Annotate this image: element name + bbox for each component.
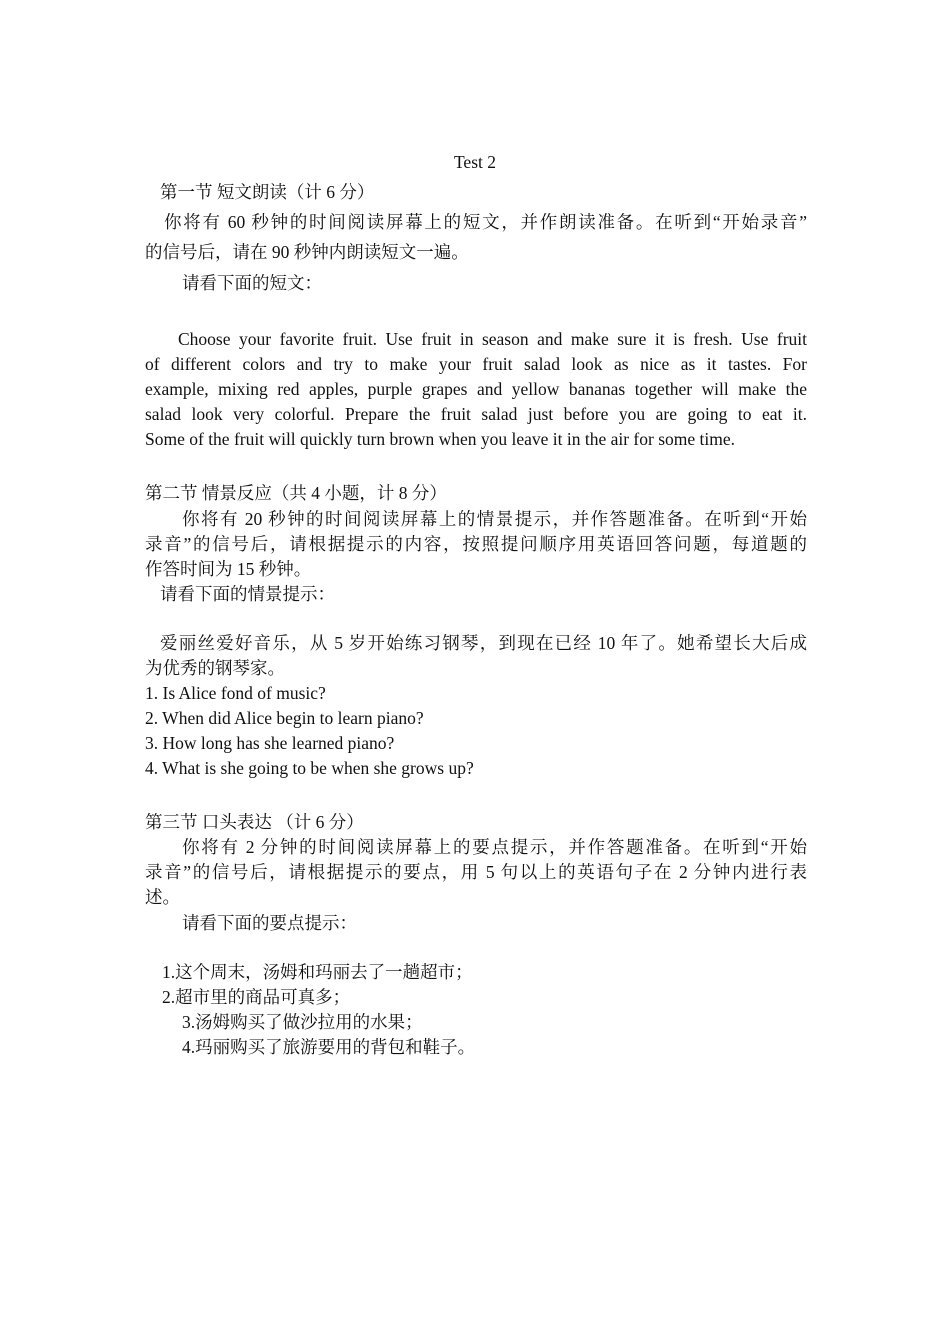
- document-title: Test 2: [453, 152, 497, 172]
- section1-prompt: 请看下面的短文：: [182, 273, 322, 293]
- point-item: 2.超市里的商品可真多；: [162, 987, 351, 1007]
- section3-instruction-line: 述。: [145, 887, 180, 907]
- point-item: 3.汤姆购买了做沙拉用的水果；: [182, 1012, 423, 1032]
- section2-heading: 第二节 情景反应（共 4 小题，计 8 分）: [145, 483, 447, 503]
- scenario-line1: 爱丽丝爱好音乐，从 5 岁开始练习钢琴，到现在已经 10 年了。她希望长大后成: [160, 633, 807, 653]
- point-item: 4.玛丽购买了旅游要用的背包和鞋子。: [182, 1037, 476, 1057]
- passage-line: salad look very colorful. Prepare the fruit salad just before you are going to eat it.: [145, 404, 807, 424]
- section2-prompt: 请看下面的情景提示：: [160, 584, 335, 604]
- question-item: 2. When did Alice begin to learn piano?: [145, 708, 424, 728]
- scenario-line2: 为优秀的钢琴家。: [145, 658, 285, 678]
- section2-instruction-line: 作答时间为 15 秒钟。: [145, 559, 312, 579]
- section3-instruction-line: 录音”的信号后，请根据提示的要点，用 5 句以上的英语句子在 2 分钟内进行表: [145, 862, 807, 882]
- point-item: 1.这个周末，汤姆和玛丽去了一趟超市；: [162, 962, 473, 982]
- section1-instruction-line2: 的信号后，请在 90 秒钟内朗读短文一遍。: [145, 242, 469, 262]
- section3-instruction-line: 你将有 2 分钟的时间阅读屏幕上的要点提示，并作答题准备。在听到“开始: [182, 837, 807, 857]
- passage-line: Choose your favorite fruit. Use fruit in season and make sure it is fresh. Use fruit: [178, 329, 807, 349]
- question-item: 3. How long has she learned piano?: [145, 733, 395, 753]
- section1-instruction-line1: 你将有 60 秒钟的时间阅读屏幕上的短文，并作朗读准备。在听到“开始录音”: [164, 212, 807, 232]
- passage-line: example, mixing red apples, purple grapes and yellow bananas together will make the: [145, 379, 807, 399]
- section1-heading: 第一节 短文朗读（计 6 分）: [160, 182, 375, 202]
- section3-heading: 第三节 口头表达 （计 6 分）: [145, 812, 364, 832]
- section2-instruction-line: 你将有 20 秒钟的时间阅读屏幕上的情景提示，并作答题准备。在听到“开始: [182, 509, 807, 529]
- passage-line: Some of the fruit will quickly turn brown when you leave it in the air for some time.: [145, 429, 736, 449]
- section2-instruction-line: 录音”的信号后，请根据提示的内容，按照提问顺序用英语回答问题，每道题的: [145, 534, 807, 554]
- question-item: 1. Is Alice fond of music?: [145, 683, 326, 703]
- section3-prompt: 请看下面的要点提示：: [182, 913, 357, 933]
- question-item: 4. What is she going to be when she grows up?: [145, 758, 474, 778]
- passage-line: of different colors and try to make your fruit salad look as nice as it tastes. For: [145, 354, 807, 374]
